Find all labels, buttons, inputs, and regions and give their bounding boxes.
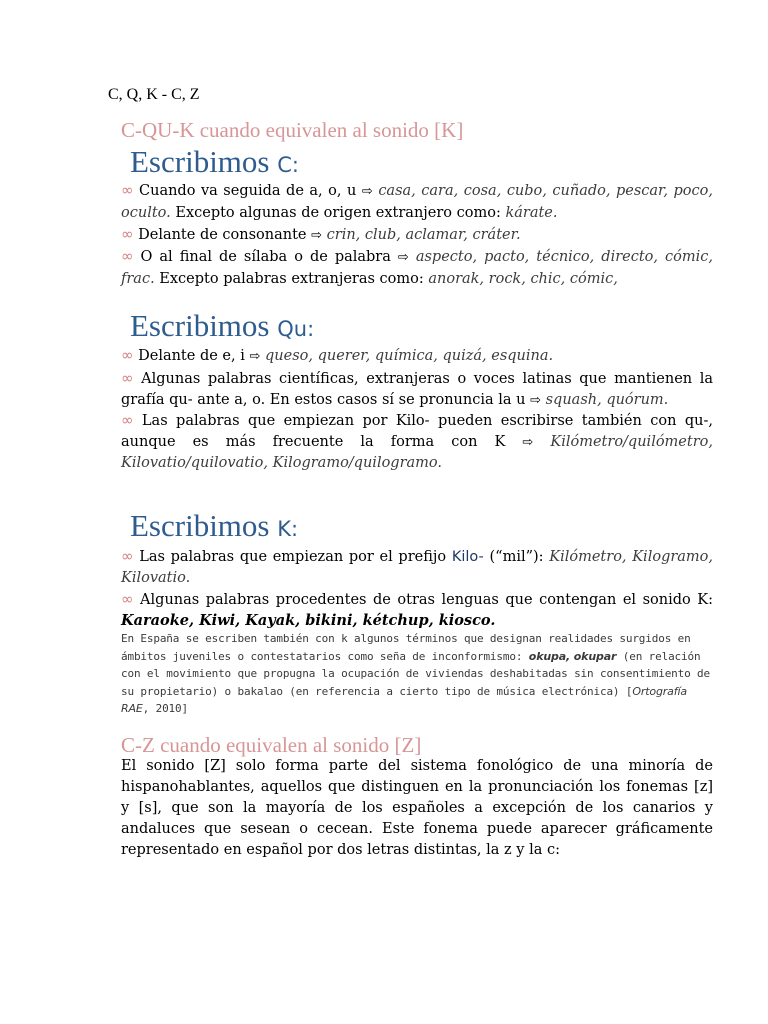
arrow-right-icon: ⇨ [522,434,534,450]
escribimos-letter: Qu: [277,317,315,341]
rule-text: Delante de consonante [138,227,307,243]
arrow-right-icon: ⇨ [361,184,373,199]
escribimos-word: Escribimos [130,508,270,543]
rule-c-1 [121,180,713,223]
infinity-bullet-icon: ∞ [121,225,134,243]
note-text: (en relación con el movimiento que propugna la ocupación de viviendas deshabitadas sin consentimiento de su propietario) o bakalao (en referencia a cierto tipo de música electrónica) [ [121,649,711,698]
rule-exception: Excepto algunas de origen extranjero como: [175,204,501,221]
rule-k-2 [121,589,713,631]
section-heading-z-sound: C-Z cuando equivalen al sonido [Z] [121,733,422,757]
rule-examples: casa, cara, cosa, cubo, cuñado, pescar, poco, oculto. [121,183,713,221]
rule-exception: Excepto palabras extranjeras como: [159,270,424,287]
rule-text: Las palabras que empiezan por el prefijo [139,549,447,565]
rule-text: Cuando va seguida de a, o, u [139,183,357,199]
escribimos-k-heading [130,508,298,544]
rule-qu-3 [121,410,713,474]
rule-text: O al final de sílaba o de palabra [140,249,391,265]
kilo-prefix: Kilo- [451,549,484,565]
rule-c-2 [121,224,713,247]
rule-qu-2 [121,368,713,411]
rule-text: Algunas palabras científicas, extranjeras o voces latinas que mantienen la grafía qu- ante a, o. En estos casos sí se pronuncia la u [121,371,714,408]
rule-exception-examples: kárate. [505,204,558,221]
rule-qu-1 [121,345,713,368]
rule-examples: squash, quórum. [545,391,669,408]
rule-text: Algunas palabras procedentes de otras lenguas que contengan el sonido K: [140,592,713,608]
escribimos-qu-heading [130,308,314,344]
rule-text-gloss: (“mil”): [489,549,544,565]
arrow-right-icon: ⇨ [530,392,541,408]
rule-examples: Kilómetro/quilómetro, Kilovatio/quilovatio, Kilogramo/quilogramo. [121,433,713,471]
infinity-bullet-icon: ∞ [121,181,134,199]
rule-exception-examples: anorak, rock, chic, cómic, [428,270,618,287]
infinity-bullet-icon: ∞ [121,369,134,387]
infinity-bullet-icon: ∞ [121,346,134,364]
rae-note [121,630,713,718]
rule-c-3 [121,246,713,289]
infinity-bullet-icon: ∞ [121,247,134,265]
rule-examples: crin, club, aclamar, cráter. [326,227,521,243]
note-text: En España se escriben también con k algunos términos que designan realidades surgidos en ámbitos juveniles o contestatarios como seña de inconformismo: [121,632,691,663]
infinity-bullet-icon: ∞ [121,590,134,608]
note-examples: okupa, okupar [528,649,617,663]
arrow-right-icon: ⇨ [397,250,409,265]
escribimos-word: Escribimos [130,308,270,343]
z-sound-paragraph: El sonido [Z] solo forma parte del sistema fonológico de una minoría de hispanohablantes, aquellos que distinguen en la pronunciación los fonemas [z] y [s], que son la mayoría de los españoles a excepción de los canarios y andaluces que sesean o cecean. Este fonema puede aparecer gráficamente representado en español por dos letras distintas, la z y la c: [121,758,713,858]
escribimos-letter: K: [277,517,299,541]
escribimos-word: Escribimos [130,144,270,179]
arrow-right-icon: ⇨ [311,228,323,243]
escribimos-letter: C: [277,153,299,177]
arrow-right-icon: ⇨ [249,349,261,364]
section-heading-k-sound: C-QU-K cuando equivalen al sonido [K] [121,118,464,142]
rule-examples: queso, querer, química, quizá, esquina. [265,348,554,364]
rule-examples: aspecto, pacto, técnico, directo, cómic, frac. [121,249,713,287]
note-text: , 2010] [142,702,188,715]
rule-k-1 [121,546,713,588]
infinity-bullet-icon: ∞ [121,547,134,565]
rule-text: Las palabras que empiezan por Kilo- pueden escribirse también con qu-, aunque es más frecuente la forma con K [121,413,713,450]
rule-examples: Kilómetro, Kilogramo, Kilovatio. [121,549,714,586]
infinity-bullet-icon: ∞ [121,411,134,429]
rule-text: Delante de e, i [138,348,245,364]
escribimos-c-heading [130,144,299,180]
page-title: C, Q, K - C, Z [108,86,200,103]
note-source: Ortografía RAE [121,684,687,715]
rule-examples: Karaoke, Kiwi, Kayak, bikini, kétchup, kiosco. [121,611,496,629]
